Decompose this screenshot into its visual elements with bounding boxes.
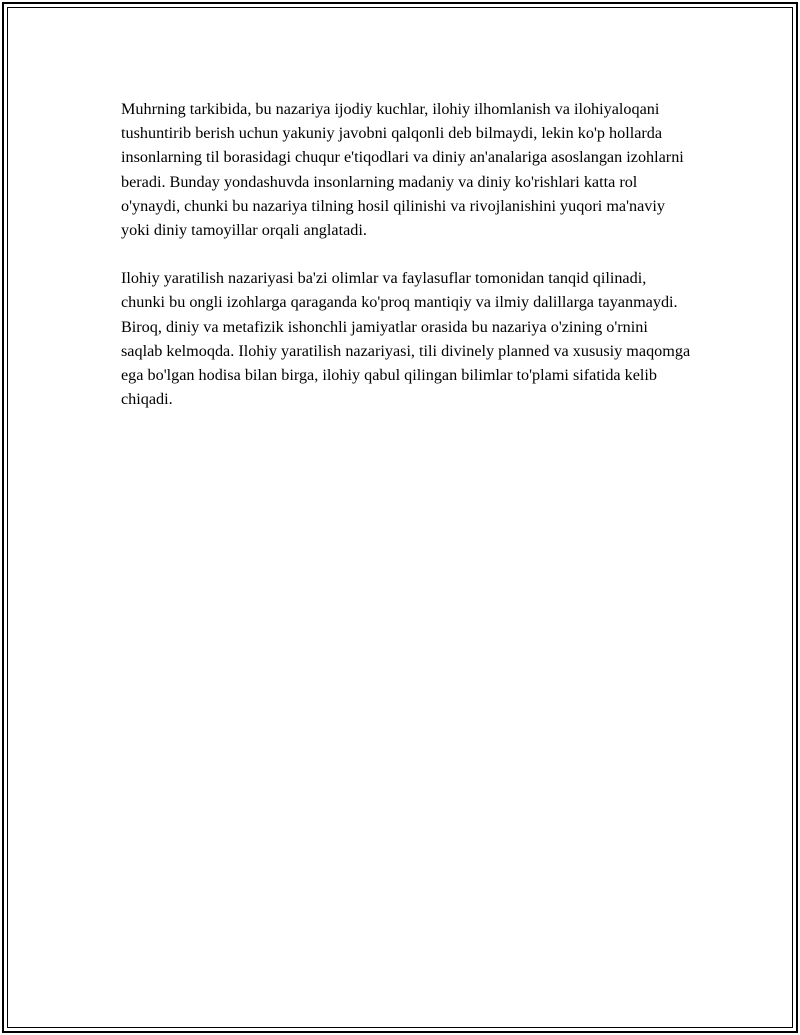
page-border <box>2 2 798 1033</box>
document-body <box>121 97 691 435</box>
paragraph-1: Muhrning tarkibida, bu nazariya ijodiy kuchlar, ilohiy ilhomlanish va ilohiyaloqani tushuntirib berish uchun yakuniy javobni qalqonli deb bilmaydi, lekin ko'p hollarda insonlarning til borasidagi chuqur e'tiqodlari va diniy an'analariga asoslangan izohlarni beradi. Bunday yondashuvda insonlarning madaniy va diniy ko'rishlari katta rol o'ynaydi, chunki bu nazariya tilning hosil qilinishi va rivojlanishini yuqori ma'naviy yoki diniy tamoyillar orqali anglatadi. <box>121 100 684 240</box>
paragraph-2: Ilohiy yaratilish nazariyasi ba'zi olimlar va faylasuflar tomonidan tanqid qilinadi, chunki bu ongli izohlarga qaraganda ko'proq mantiqiy va ilmiy dalillarga tayanmaydi. Biroq, diniy va metafizik ishonchli jamiyatlar orasida bu nazariya o'zining o'rnini saqlab kelmoqda. Ilohiy yaratilish nazariyasi, tili divinely planned va xususiy maqomga ega bo'lgan hodisa bilan birga, ilohiy qabul qilingan bilimlar to'plami sifatida kelib chiqadi. <box>121 269 691 409</box>
